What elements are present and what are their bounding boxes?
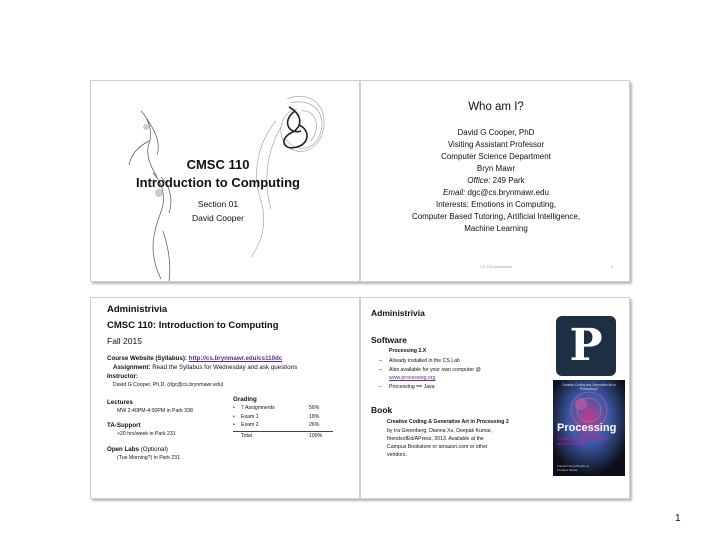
ta-value: >20 hrs/week in Park 231 [117, 431, 176, 437]
list-item [379, 374, 539, 383]
section-label: Section 01 [197, 199, 239, 209]
cover-note: Transforming Physics to Creative Media [557, 464, 590, 472]
book-details: by Ira Greenberg, Dianna Xu, Deepak Kumar, friendsofEd/APress, 2013. Available at the Campus Bookstore or amazon.com or other vendors. [387, 428, 492, 458]
labs-label: Open Labs (Optional) [107, 446, 168, 453]
grading-row: • Exam 1 18% [233, 413, 320, 420]
course-website: Course Website (Syllabus): http://cs.brynmawr.edu/cs110dc [107, 355, 283, 362]
bio-interests-3: Machine Learning [464, 224, 528, 233]
list-item: – Processing == Java [379, 383, 435, 390]
slide-title-line1: CMSC 110 [186, 157, 250, 172]
processing-logo-icon: P [569, 320, 603, 371]
software-list [379, 357, 539, 391]
lectures-value: MW 2:40PM-4:00PM in Park 338 [117, 408, 193, 414]
cover-subtitle-1: Creative Coding and Generative [557, 437, 609, 441]
processing-version: Processing 2.X [389, 348, 427, 354]
author-name: David Cooper [192, 213, 244, 223]
processing-logo [556, 316, 616, 376]
grading-row: • Exam 2 26% [233, 422, 333, 432]
slide-administrivia-course [90, 297, 360, 499]
bio-email: Email: dgc@cs.brynmawr.edu [443, 188, 549, 197]
slide-number: 2 [611, 265, 613, 269]
bio-college: Bryn Mawr [476, 164, 516, 173]
bio-position: Visiting Assistant Professor [447, 140, 545, 149]
slide-subtitle: CMSC 110: Introduction to Computing [107, 320, 279, 331]
grading-title: Grading [233, 396, 257, 403]
slide-administrivia-software [360, 297, 630, 499]
slide-who-am-i [360, 80, 630, 282]
bio-name: David G Cooper, PhD [457, 128, 535, 137]
slide-title: Administrivia [107, 304, 168, 315]
bio-block [361, 127, 630, 235]
bio-department: Computer Science Department [441, 152, 551, 161]
book-heading: Book [371, 405, 393, 415]
processing-link[interactable]: www.processing.org [389, 375, 436, 381]
lectures-label: Lectures [107, 399, 133, 406]
grading-table [233, 405, 333, 441]
labs-value: (Tue Morning?) in Park 231 [117, 455, 180, 461]
bio-interests-1: Interests: Emotions in Computing, [435, 200, 557, 209]
instructor-value: David G Cooper, Ph.D. (dgc@cs.brynmawr.edu) [113, 382, 224, 388]
slide-title: Administrivia [371, 308, 425, 318]
list-item: – Also available for your own computer @ [379, 366, 481, 373]
grading-row: • 7 Assignments 56% [233, 405, 320, 411]
slide-footer: CS 110 Introduction [480, 265, 512, 269]
slide-title-line2: Introduction to Computing [136, 175, 300, 190]
book-cover [553, 380, 625, 476]
slide-title: Who am I? [468, 101, 524, 113]
bio-interests-2: Computer Based Tutoring, Artificial Intelligence, [411, 212, 581, 221]
page-number: 1 [675, 513, 681, 524]
course-website-link[interactable]: http://cs.brynmawr.edu/cs110dc [188, 355, 283, 362]
cover-top-text: Creative Coding and Generative Art in Processing 2 [562, 383, 616, 391]
bio-office: Office: 249 Park [467, 176, 525, 185]
term-label: Fall 2015 [107, 336, 142, 346]
instructor-label: Instructor: [107, 373, 138, 380]
book-title: Creative Coding & Generative Art in Processing 2 [387, 419, 509, 425]
cover-subtitle-2: Art in Processing 2 [557, 442, 588, 446]
list-item: – Already installed in the CS Lab [379, 358, 460, 364]
cover-title: Processing [557, 422, 617, 434]
ta-label: TA-Support [107, 422, 141, 429]
slide-title [90, 80, 360, 282]
software-heading: Software [371, 335, 407, 345]
grading-total-row: Total 100% [241, 432, 323, 439]
assignment-line: Assignment: Read the Syllabus for Wednesday and ask questions [113, 364, 298, 371]
